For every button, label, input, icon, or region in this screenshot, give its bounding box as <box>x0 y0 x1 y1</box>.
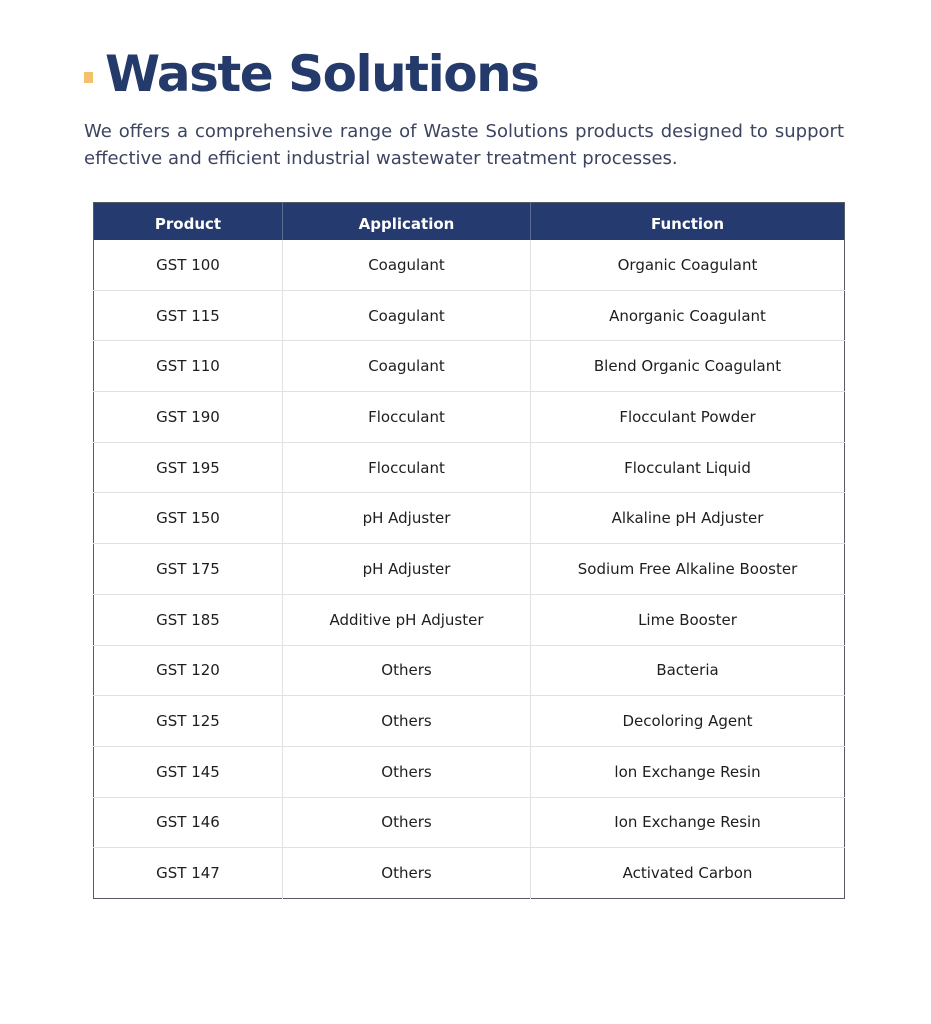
table-row <box>94 594 845 645</box>
cell-function: Flocculant Powder <box>531 392 845 443</box>
header-application: Application <box>283 203 531 240</box>
cell-product: GST 195 <box>94 442 283 493</box>
cell-application: Others <box>283 645 531 696</box>
table-row <box>94 696 845 747</box>
cell-application: pH Adjuster <box>283 544 531 595</box>
table-row <box>94 442 845 493</box>
title-accent-square <box>84 72 93 83</box>
cell-application: Additive pH Adjuster <box>283 594 531 645</box>
table-row <box>94 645 845 696</box>
table-row <box>94 544 845 595</box>
table-row <box>94 290 845 341</box>
title-row <box>84 44 538 104</box>
cell-application: Coagulant <box>283 290 531 341</box>
products-table <box>93 202 845 899</box>
cell-application: Others <box>283 746 531 797</box>
cell-function: Bacteria <box>531 645 845 696</box>
cell-function: Ion Exchange Resin <box>531 797 845 848</box>
header-function: Function <box>531 203 845 240</box>
cell-function: Lime Booster <box>531 594 845 645</box>
header-product: Product <box>94 203 283 240</box>
cell-product: GST 145 <box>94 746 283 797</box>
cell-application: Others <box>283 797 531 848</box>
cell-product: GST 120 <box>94 645 283 696</box>
cell-function: lon Exchange Resin <box>531 746 845 797</box>
table-row <box>94 746 845 797</box>
cell-product: GST 175 <box>94 544 283 595</box>
cell-product: GST 147 <box>94 848 283 899</box>
table-row <box>94 493 845 544</box>
table-body <box>94 240 845 899</box>
cell-application: Flocculant <box>283 442 531 493</box>
cell-application: pH Adjuster <box>283 493 531 544</box>
table-row <box>94 848 845 899</box>
table-row <box>94 797 845 848</box>
cell-function: Organic Coagulant <box>531 240 845 291</box>
cell-function: Flocculant Liquid <box>531 442 845 493</box>
intro-paragraph: We offers a comprehensive range of Waste Solutions products designed to support effective and efficient industrial wastewater treatment processes. <box>84 121 844 169</box>
table-row <box>94 341 845 392</box>
cell-application: Coagulant <box>283 341 531 392</box>
cell-application: Others <box>283 848 531 899</box>
cell-product: GST 146 <box>94 797 283 848</box>
cell-application: Flocculant <box>283 392 531 443</box>
cell-product: GST 190 <box>94 392 283 443</box>
cell-product: GST 100 <box>156 255 220 274</box>
cell-function: Decoloring Agent <box>531 696 845 747</box>
cell-function: Blend Organic Coagulant <box>531 341 845 392</box>
cell-product: GST 150 <box>94 493 283 544</box>
cell-application: Coagulant <box>283 240 531 291</box>
table-row <box>94 392 845 443</box>
cell-function: Sodium Free Alkaline Booster <box>531 544 845 595</box>
table-header-row <box>94 203 845 240</box>
table-header <box>94 203 845 240</box>
cell-function: Anorganic Coagulant <box>531 290 845 341</box>
cell-product: GST 115 <box>94 290 283 341</box>
table-row <box>94 240 845 291</box>
cell-product: GST 110 <box>94 341 283 392</box>
cell-function: Alkaline pH Adjuster <box>531 493 845 544</box>
products-table-container <box>93 202 844 899</box>
page-title: Waste Solutions <box>105 45 539 103</box>
cell-product: GST 185 <box>94 594 283 645</box>
cell-application: Others <box>283 696 531 747</box>
cell-function: Activated Carbon <box>531 848 845 899</box>
cell-product: GST 125 <box>94 696 283 747</box>
